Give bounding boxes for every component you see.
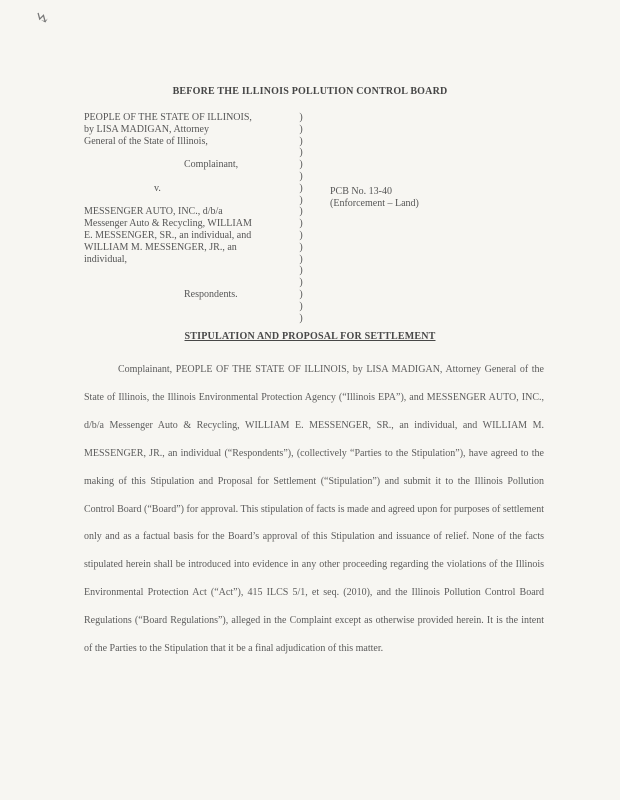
respondent-line: individual, xyxy=(84,253,128,265)
paren: ) xyxy=(299,241,303,253)
body-paragraph xyxy=(84,356,544,663)
respondent-line: Messenger Auto & Recycling, WILLIAM xyxy=(84,218,252,230)
paren: ) xyxy=(299,253,303,265)
paren: ) xyxy=(299,277,303,289)
paren: ) xyxy=(299,147,303,159)
scan-artifact-icon: ↯ xyxy=(33,7,53,29)
paren: ) xyxy=(299,265,303,277)
plaintiff-line: PEOPLE OF THE STATE OF ILLINOIS, xyxy=(84,112,252,123)
respondent-line: WILLIAM M. MESSENGER, JR., an xyxy=(84,241,237,253)
paren: ) xyxy=(299,194,303,206)
paren: ) xyxy=(299,135,303,147)
paren: ) xyxy=(299,123,303,135)
paren: ) xyxy=(299,182,303,194)
paren: ) xyxy=(299,112,303,123)
paragraph-text: Complainant, PEOPLE OF THE STATE OF ILLINOIS, by LISA MADIGAN, Attorney General of the State of Illinois, the Illinois Environmental Protection Agency (“Illinois EPA”), and MESSENGER AUTO, INC., d/b/a Messenger Auto & Recycling, WILLIAM E. MESSENGER, SR., an individual, and WILLIAM M. MESSENGER, JR., an individual (“Respondents”), (collectively “Parties to the Stipulation”), have agreed to the making of this Stipulation and Proposal for Settlement (“Stipulation”) and submit it to the Illinois Pollution Control Board (“Board”) for approval. This stipulation of facts is made and agreed upon for purposes of settlement only and as a factual basis for the Board’s approval of this Stipulation and issuance of relief. None of the facts stipulated herein shall be introduced into evidence in any other proceeding regarding the violations of the Illinois Environmental Protection Act (“Act”), 415 ILCS 5/1, et seq. (2010), and the Illinois Pollution Control Board Regulations (“Board Regulations”), alleged in the Complaint except as otherwise provided herein. It is the intent of the Parties to the Stipulation that it be a final adjudication of this matter. xyxy=(84,364,544,655)
paren: ) xyxy=(299,159,303,171)
respondent-line: E. MESSENGER, SR., an individual, and xyxy=(84,229,252,241)
paren: ) xyxy=(299,206,303,218)
document-heading: STIPULATION AND PROPOSAL FOR SETTLEMENT xyxy=(184,331,436,342)
case-number: PCB No. 13-40 xyxy=(330,186,392,197)
board-title: BEFORE THE ILLINOIS POLLUTION CONTROL BOARD xyxy=(172,86,448,97)
caption-parentheses xyxy=(296,112,306,324)
versus-label: v. xyxy=(154,182,161,194)
paren: ) xyxy=(299,170,303,182)
paren: ) xyxy=(299,300,303,312)
respondents-label: Respondents. xyxy=(184,288,238,300)
paren: ) xyxy=(299,288,303,300)
plaintiff-line: by LISA MADIGAN, Attorney xyxy=(84,123,209,135)
complainant-label: Complainant, xyxy=(184,159,239,171)
case-type: (Enforcement – Land) xyxy=(330,197,419,209)
paren: ) xyxy=(299,218,303,230)
respondent-line: MESSENGER AUTO, INC., d/b/a xyxy=(84,206,223,218)
paren: ) xyxy=(299,229,303,241)
plaintiff-line: General of the State of Illinois, xyxy=(84,135,208,147)
case-info xyxy=(330,186,530,210)
paren: ) xyxy=(299,312,303,324)
party-block xyxy=(84,112,294,301)
